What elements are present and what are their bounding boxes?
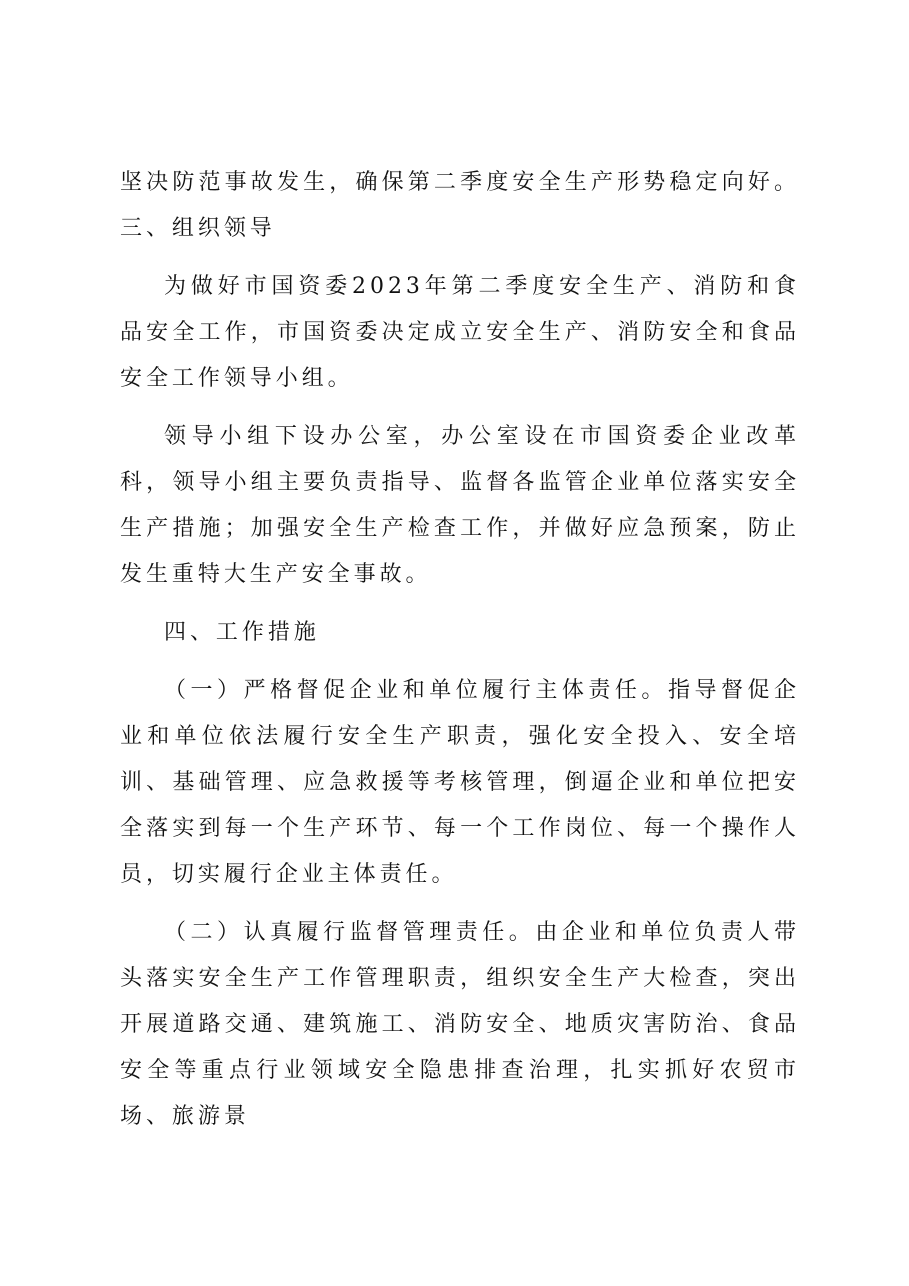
paragraph-5: （一）严格督促企业和单位履行主体责任。指导督促企业和单位依法履行安全生产职责，强化安全投入、安全培训、基础管理、应急救援等考核管理，倒逼企业和单位把安全落实到每一个生产环节、每一个工作岗位、每一个操作人员，切实履行企业主体责任。 <box>120 678 800 887</box>
paragraph-3: 领导小组下设办公室，办公室设在市国资委企业改革科，领导小组主要负责指导、监督各监管企业单位落实安全生产措施；加强安全生产检查工作，并做好应急预案，防止发生重特大生产安全事故。 <box>120 424 800 587</box>
paragraph-2: 为做好市国资委2023年第二季度安全生产、消防和食品安全工作，市国资委决定成立安全生产、消防安全和食品安全工作领导小组。 <box>120 274 800 391</box>
paragraph-6: （二）认真履行监督管理责任。由企业和单位负责人带头落实安全生产工作管理职责，组织安全生产大检查，突出开展道路交通、建筑施工、消防安全、地质灾害防治、食品安全等重点行业领域安全隐患排查治理，扎实抓好农贸市场、旅游景 <box>120 920 800 1129</box>
paragraph-1: 坚决防范事故发生，确保第二季度安全生产形势稳定向好。三、组织领导 <box>120 170 800 241</box>
document-body <box>120 160 800 1152</box>
section-heading-work-measures: 四、工作措施 <box>164 620 320 645</box>
